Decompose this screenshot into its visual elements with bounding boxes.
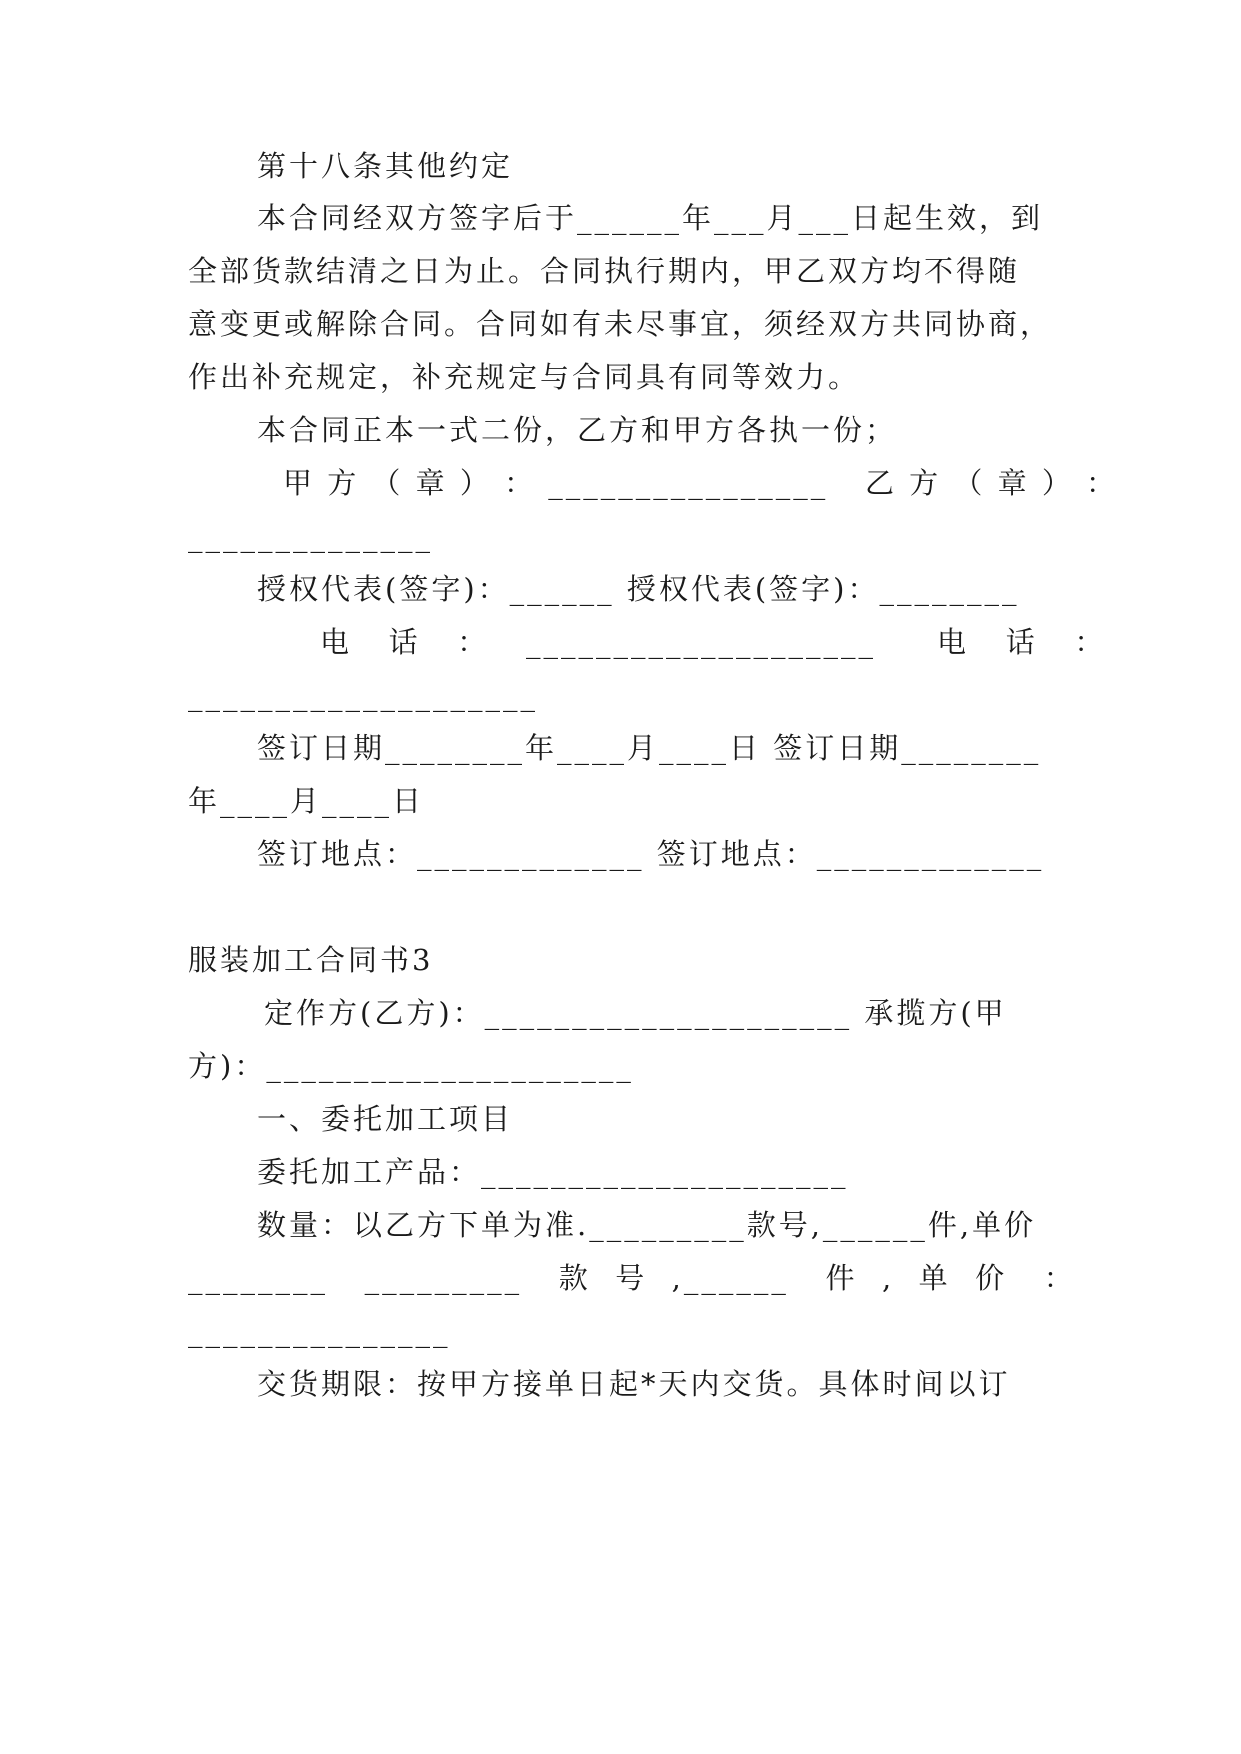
parties-line-cont: 方)：_____________________ <box>188 1049 634 1083</box>
paragraph-line: 全部货款结清之日为止。合同执行期内，甲乙双方均不得随 <box>188 254 1021 288</box>
section-heading: 一、委托加工项目 <box>257 1102 514 1136</box>
blank-line: _______________ <box>188 1314 451 1348</box>
quantity-line-cont: ________ _________ 款 号 ,______ 件 , 单 价 ： <box>188 1261 1076 1295</box>
phone-line: 电 话 ： ____________________ 电 话 ： <box>320 625 1107 659</box>
paragraph-line: 本合同经双方签字后于______年___月___日起生效，到 <box>257 201 1044 235</box>
delivery-term-line: 交货期限：按甲方接单日起*天内交货。具体时间以订 <box>257 1367 1011 1401</box>
clause-18-heading: 第十八条其他约定 <box>257 149 514 183</box>
blank-line: ______________ <box>188 519 433 553</box>
authorized-rep-line: 授权代表(签字)：______ 授权代表(签字)：________ <box>257 572 1020 606</box>
signing-date-line-cont: 年____月____日 <box>188 784 425 818</box>
paragraph-line: 作出补充规定，补充规定与合同具有同等效力。 <box>188 360 861 394</box>
parties-line: 定作方(乙方)：_____________________ 承揽方(甲 <box>264 996 1007 1030</box>
party-seal-line: 甲 方 （ 章 ） ： ________________ 乙 方 （ 章 ） ： <box>283 466 1119 500</box>
paragraph-line: 本合同正本一式二份，乙方和甲方各执一份； <box>257 413 898 447</box>
contract-title: 服装加工合同书3 <box>188 943 434 977</box>
signing-place-line: 签订地点：_____________ 签订地点：_____________ <box>257 837 1045 871</box>
quantity-line: 数量：以乙方下单为准._________款号,______件,单价 <box>257 1208 1037 1242</box>
product-line: 委托加工产品：_____________________ <box>257 1155 849 1189</box>
blank-line: ____________________ <box>188 678 538 712</box>
signing-date-line: 签订日期________年____月____日 签订日期________ <box>257 731 1042 765</box>
paragraph-line: 意变更或解除合同。合同如有未尽事宜，须经双方共同协商， <box>188 307 1053 341</box>
